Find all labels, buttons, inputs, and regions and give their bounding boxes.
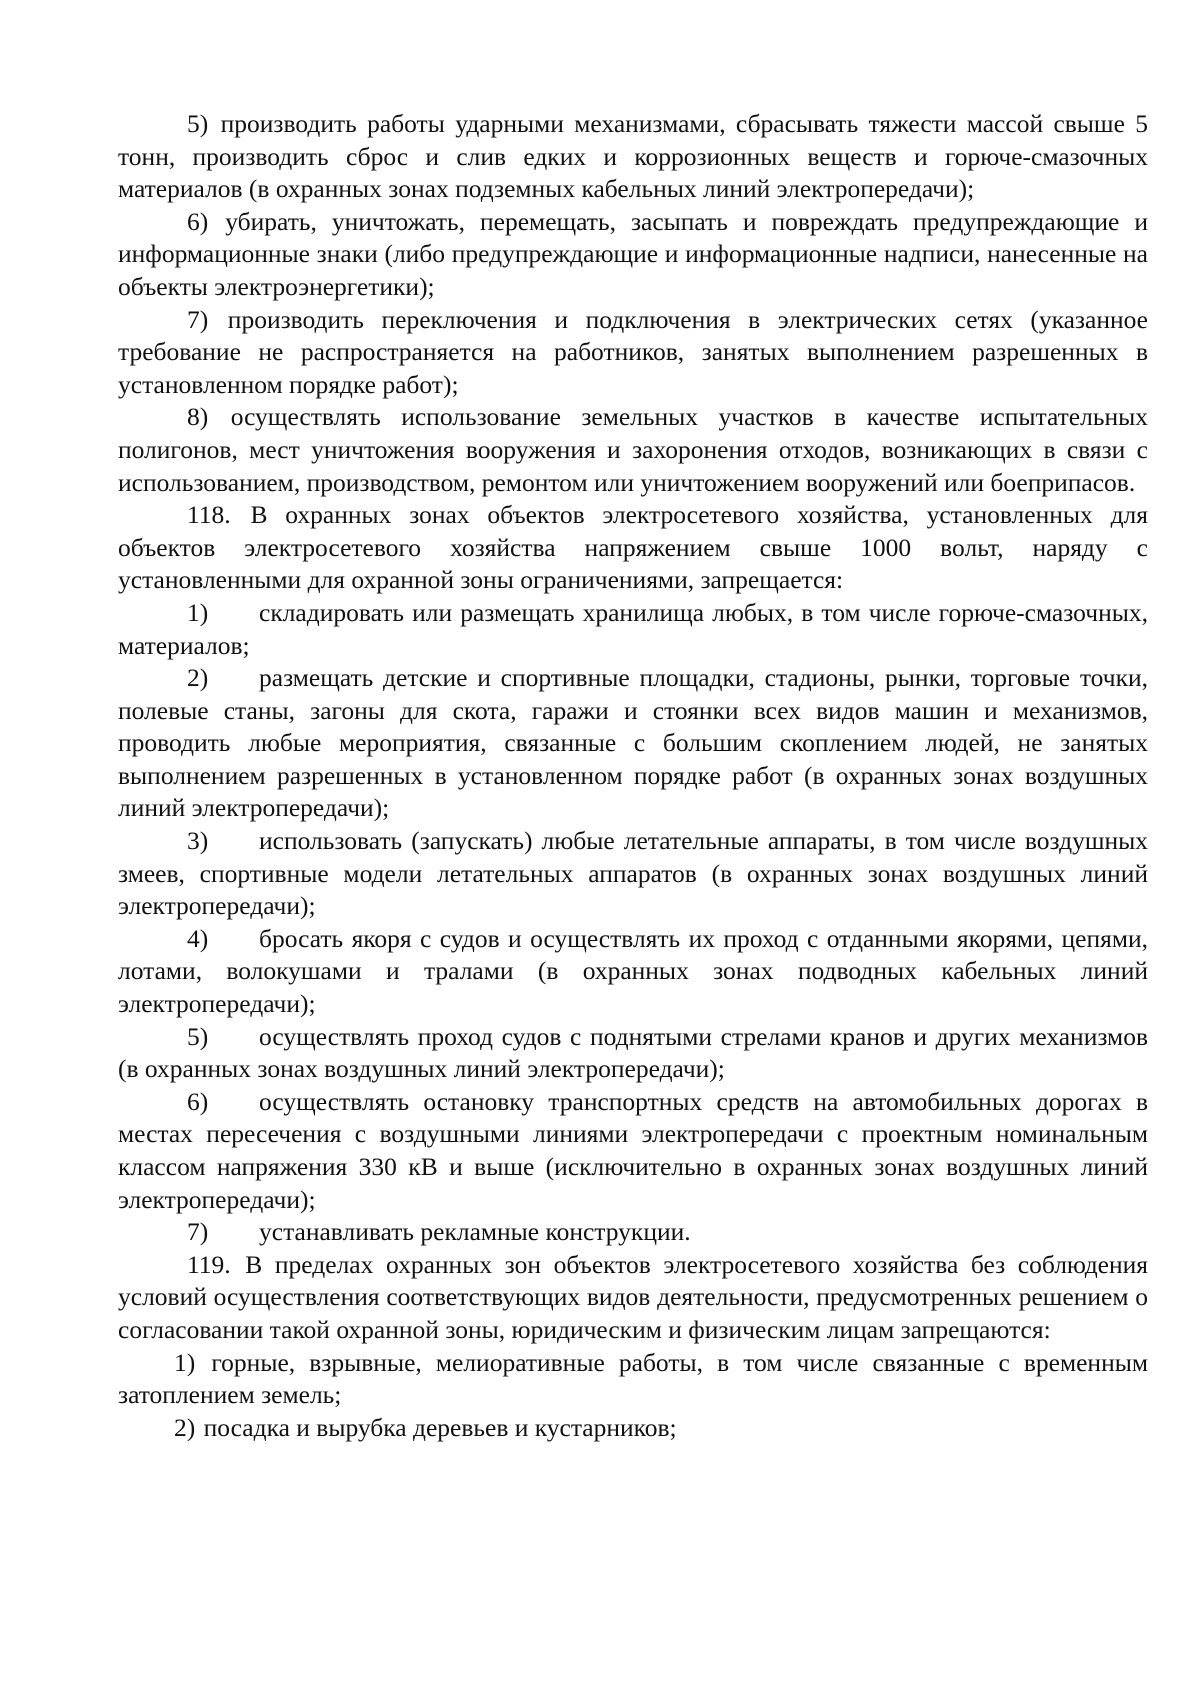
paragraph-118-2 [118,662,1148,825]
item-number: 5) [187,109,209,138]
paragraph-118 [118,499,1148,597]
paragraph-118-4 [118,923,1148,1021]
item-number: 8) [187,402,209,432]
item-number: 6) [187,1086,209,1116]
paragraph-117-5 [118,108,1148,206]
item-number: 4) [187,923,209,953]
paragraph-text: осуществлять остановку транспортных средств на автомобильных дорогах в местах пересечения с воздушными линиями электропередачи с проектным номинальным классом напряжения 330 кВ и выше (исключительно в охранных зонах воздушных линий электропередачи); [118,1086,1148,1214]
item-number: 7) [187,304,209,334]
paragraph-text: производить переключения и подключения в электрических сетях (указанное требование не распространяется на работников, занятых выполнением разрешенных в установленном порядке работ); [118,304,1148,399]
item-number: 3) [187,826,209,856]
paragraph-text: В охранных зонах объектов электросетевого хозяйства, установленных для объектов электросетевого хозяйства напряжением свыше 1000 вольт, наряду с установленными для охранной зоны ограничениями, запрещается: [118,500,1148,595]
paragraph-text: бросать якоря с судов и осуществлять их проход с отданными якорями, цепями, лотами, волокушами и тралами (в охранных зонах подводных кабельных линий электропередачи); [118,923,1148,1019]
paragraph-text: убирать, уничтожать, перемещать, засыпать и повреждать предупреждающие и информационные знаки (либо предупреждающие и информационные надписи, нанесенные на объекты электроэнергетики); [118,206,1149,301]
paragraph-text: размещать детские и спортивные площадки, стадионы, рынки, торговые точки, полевые станы, загоны для скота, гаражи и стоянки всех видов машин и механизмов, проводить любые мероприятия, связанные с большим скоплением людей, не занятых выполнением разрешенных в установленном порядке работ (в охранных зонах воздушных линий электропередачи); [118,663,1148,823]
item-number: 5) [187,1021,209,1051]
paragraph-text: осуществлять проход судов с поднятыми стрелами кранов и других механизмов (в охранных зонах воздушных линий электропередачи); [118,1021,1148,1084]
paragraph-119-2 [118,1412,1148,1445]
item-number: 2) [174,1412,196,1442]
paragraph-text: устанавливать рекламные конструкции. [259,1217,691,1247]
paragraph-117-8 [118,401,1148,499]
paragraph-117-6 [118,206,1148,304]
paragraph-text: посадка и вырубка деревьев и кустарников; [203,1412,677,1442]
paragraph-117-7 [118,304,1148,402]
paragraph-text: производить работы ударными механизмами, сбрасывать тяжести массой свыше 5 тонн, производить сброс и слив едких и коррозионных веществ и горюче-смазочных материалов (в охранных зонах подземных кабельных линий электропередачи); [118,109,1148,204]
paragraph-text: использовать (запускать) любые летательные аппараты, в том числе воздушных змеев, спортивные модели летательных аппаратов (в охранных зонах воздушных линий электропередачи); [118,826,1148,921]
paragraph-118-6 [118,1086,1148,1216]
paragraph-119-1 [118,1347,1148,1412]
paragraph-text: В пределах охранных зон объектов электросетевого хозяйства без соблюдения условий осуществления соответствующих видов деятельности, предусмотренных решением о согласовании такой охранной зоны, юридическим и физическим лицам запрещаются: [118,1249,1149,1344]
document-body [118,108,1148,1444]
paragraph-119 [118,1249,1148,1347]
section-number: 118. [187,500,231,530]
item-number: 1) [187,597,209,627]
paragraph-text: осуществлять использование земельных участков в качестве испытательных полигонов, мест уничтожения вооружения и захоронения отходов, возникающих в связи с использованием, производством, ремонтом или уничтожением вооружений или боеприпасов. [118,402,1149,497]
paragraph-118-5 [118,1021,1148,1086]
item-number: 7) [187,1217,209,1247]
item-number: 2) [187,663,209,693]
paragraph-text: складировать или размещать хранилища любых, в том числе горюче-смазочных, материалов; [118,597,1148,660]
paragraph-118-1 [118,597,1148,662]
section-number: 119. [187,1249,231,1279]
item-number: 6) [187,206,209,236]
item-number: 1) [174,1347,196,1377]
paragraph-text: горные, взрывные, мелиоративные работы, в том числе связанные с временным затоплением земель; [118,1347,1148,1410]
paragraph-118-7 [118,1216,1148,1249]
paragraph-118-3 [118,825,1148,923]
